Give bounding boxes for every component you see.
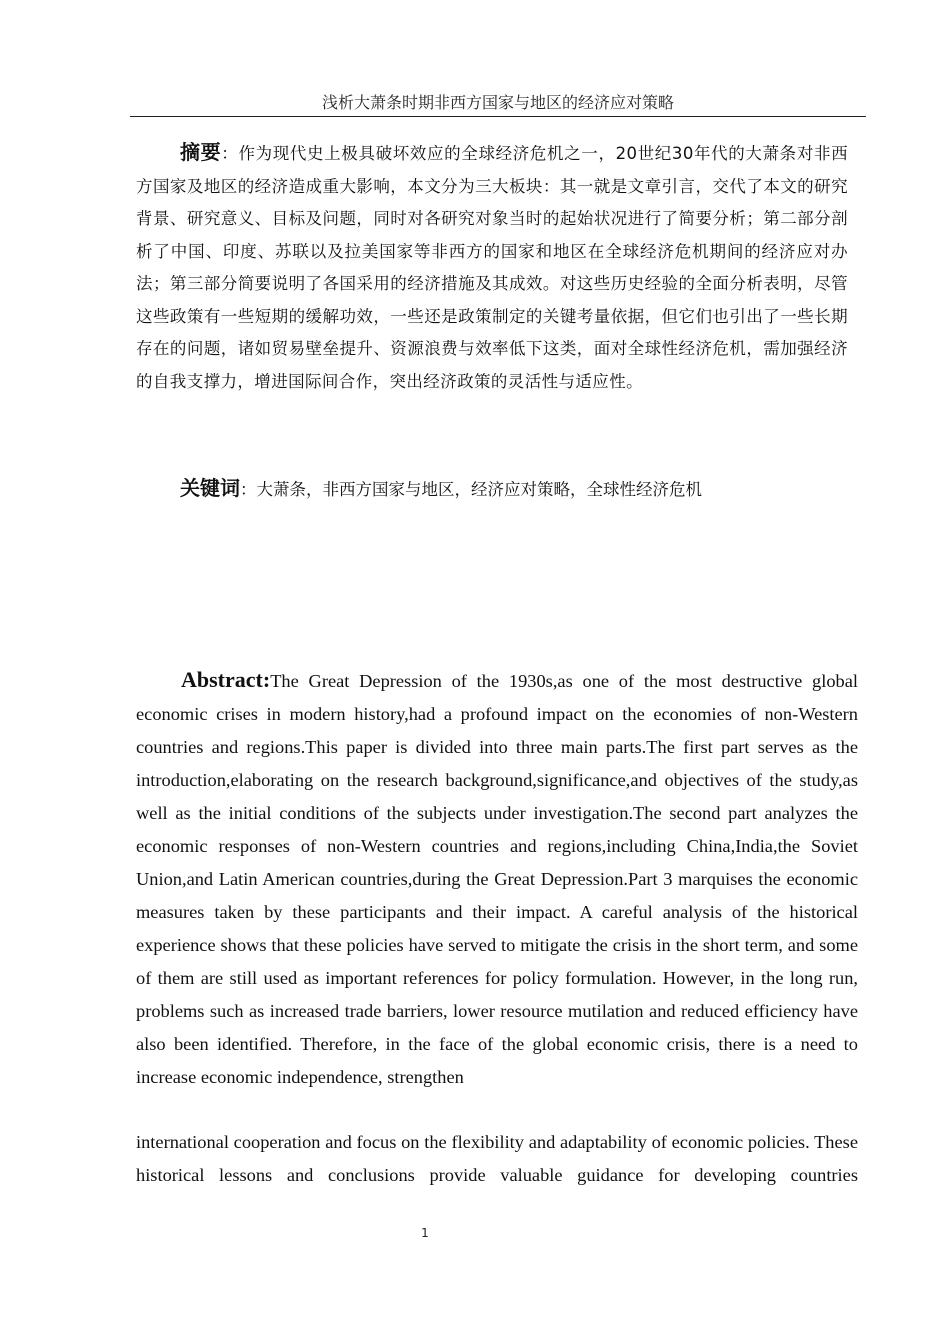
chinese-keywords-label: 关键词 <box>180 476 240 500</box>
chinese-abstract-separator: ： <box>221 144 239 163</box>
chinese-abstract <box>136 136 848 398</box>
english-abstract-text: The Great Depression of the 1930s,as one of the most destructive global economic crises in modern history,had a profound impact on the economies of non-Western countries and regions.This paper is divided into three main parts.The first part serves as the introduction,elaborating on the research background,significance,and objectives of the study,as well as the initial conditions of the subjects under investigation.The second part analyzes the economic responses of non-Western countries and regions,including China,India,the Soviet Union,and Latin American countries,during the Great Depression.Part 3 marquises the economic measures taken by these participants and their impact. A careful analysis of the historical experience shows that these policies have served to mitigate the crisis in the short term, and some of them are still used as important references for policy formulation. However, in the long run, problems such as increased trade barriers, lower resource mutilation and reduced efficiency have also been identified. Therefore, in the face of the global economic crisis, there is a need to increase economic independence, strengthen <box>136 671 858 1087</box>
english-abstract-continued: international cooperation and focus on the flexibility and adaptability of economic policies. These historical lessons and conclusions provide valuable guidance for developing countries <box>136 1132 858 1185</box>
chinese-abstract-text: 作为现代史上极具破坏效应的全球经济危机之一，20世纪30年代的大萧条对非西方国家及地区的经济造成重大影响，本文分为三大板块：其一就是文章引言，交代了本文的研究背景、研究意义、目标及问题，同时对各研究对象当时的起始状况进行了简要分析；第二部分剖析了中国、印度、苏联以及拉美国家等非西方的国家和地区在全球经济危机期间的经济应对办法；第三部分简要说明了各国采用的经济措施及其成效。对这些历史经验的全面分析表明，尽管这些政策有一些短期的缓解功效，一些还是政策制定的关键考量依据，但它们也引出了一些长期存在的问题，诸如贸易壁垒提升、资源浪费与效率低下这类，面对全球性经济危机，需加强经济的自我支撑力，增进国际间合作，突出经济政策的灵活性与适应性。 <box>136 144 848 391</box>
english-abstract <box>136 663 858 1094</box>
header-divider <box>130 116 866 117</box>
page-header-title: 浅析大萧条时期非西方国家与地区的经济应对策略 <box>321 93 674 112</box>
chinese-abstract-label: 摘要 <box>180 140 222 164</box>
chinese-keywords-text: 大萧条，非西方国家与地区，经济应对策略，全球性经济危机 <box>256 480 702 499</box>
page-number: 1 <box>421 1226 429 1240</box>
chinese-keywords <box>180 474 860 504</box>
chinese-keywords-separator: ： <box>240 480 257 499</box>
english-abstract-label: Abstract: <box>181 667 271 692</box>
